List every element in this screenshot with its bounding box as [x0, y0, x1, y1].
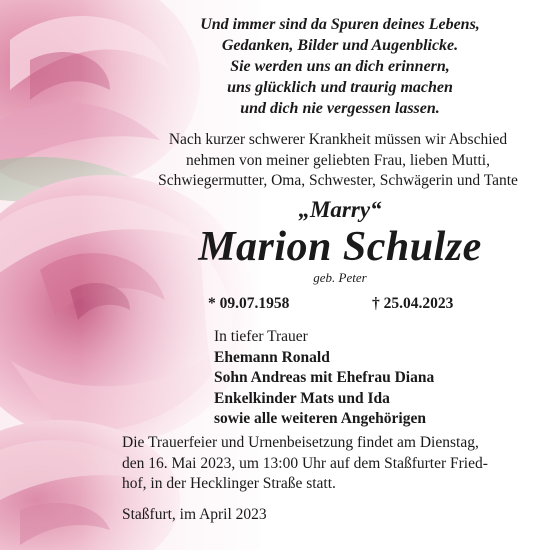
mourners-block: [214, 327, 434, 430]
funeral-details: [122, 433, 542, 495]
funeral-line: hof, in der Hecklinger Straße statt.: [122, 475, 336, 492]
death-date: † 25.04.2023: [372, 295, 454, 312]
poem-line: uns glücklich und traurig machen: [227, 79, 453, 96]
funeral-line: Die Trauerfeier und Urnenbeisetzung findet am Dienstag,: [122, 434, 479, 451]
mourner-name: sowie alle weiteren Angehörigen: [214, 410, 426, 427]
funeral-line: den 16. Mai 2023, um 13:00 Uhr auf dem Staßfurter Fried-: [122, 454, 488, 472]
poem-line: Und immer sind da Spuren deines Lebens,: [200, 16, 480, 33]
announcement-text: [128, 130, 548, 192]
mourners-heading: In tiefer Trauer: [214, 328, 308, 345]
birth-date: * 09.07.1958: [208, 295, 290, 312]
nickname: „Marry“: [298, 197, 382, 222]
mourner-name: Sohn Andreas mit Ehefrau Diana: [214, 369, 435, 386]
mourner-name: Ehemann Ronald: [214, 348, 330, 366]
place-and-date: Staßfurt, im April 2023: [122, 506, 267, 523]
birth-name: geb. Peter: [313, 270, 367, 285]
poem-line: Sie werden uns an dich erinnern,: [230, 58, 450, 75]
deceased-name: Marion Schulze: [198, 224, 482, 270]
announcement-line: Schwiegermutter, Oma, Schwester, Schwägerin und Tante: [158, 172, 518, 189]
announcement-line: nehmen von meiner geliebten Frau, lieben Mutti,: [186, 151, 490, 169]
poem-line: Gedanken, Bilder und Augenblicke.: [221, 37, 459, 54]
poem-line: und dich nie vergessen lassen.: [240, 100, 440, 117]
mourner-name: Enkelkinder Mats und Ida: [214, 389, 390, 407]
announcement-line: Nach kurzer schwerer Krankheit müssen wir Abschied: [168, 131, 508, 148]
memorial-poem: [150, 14, 530, 119]
